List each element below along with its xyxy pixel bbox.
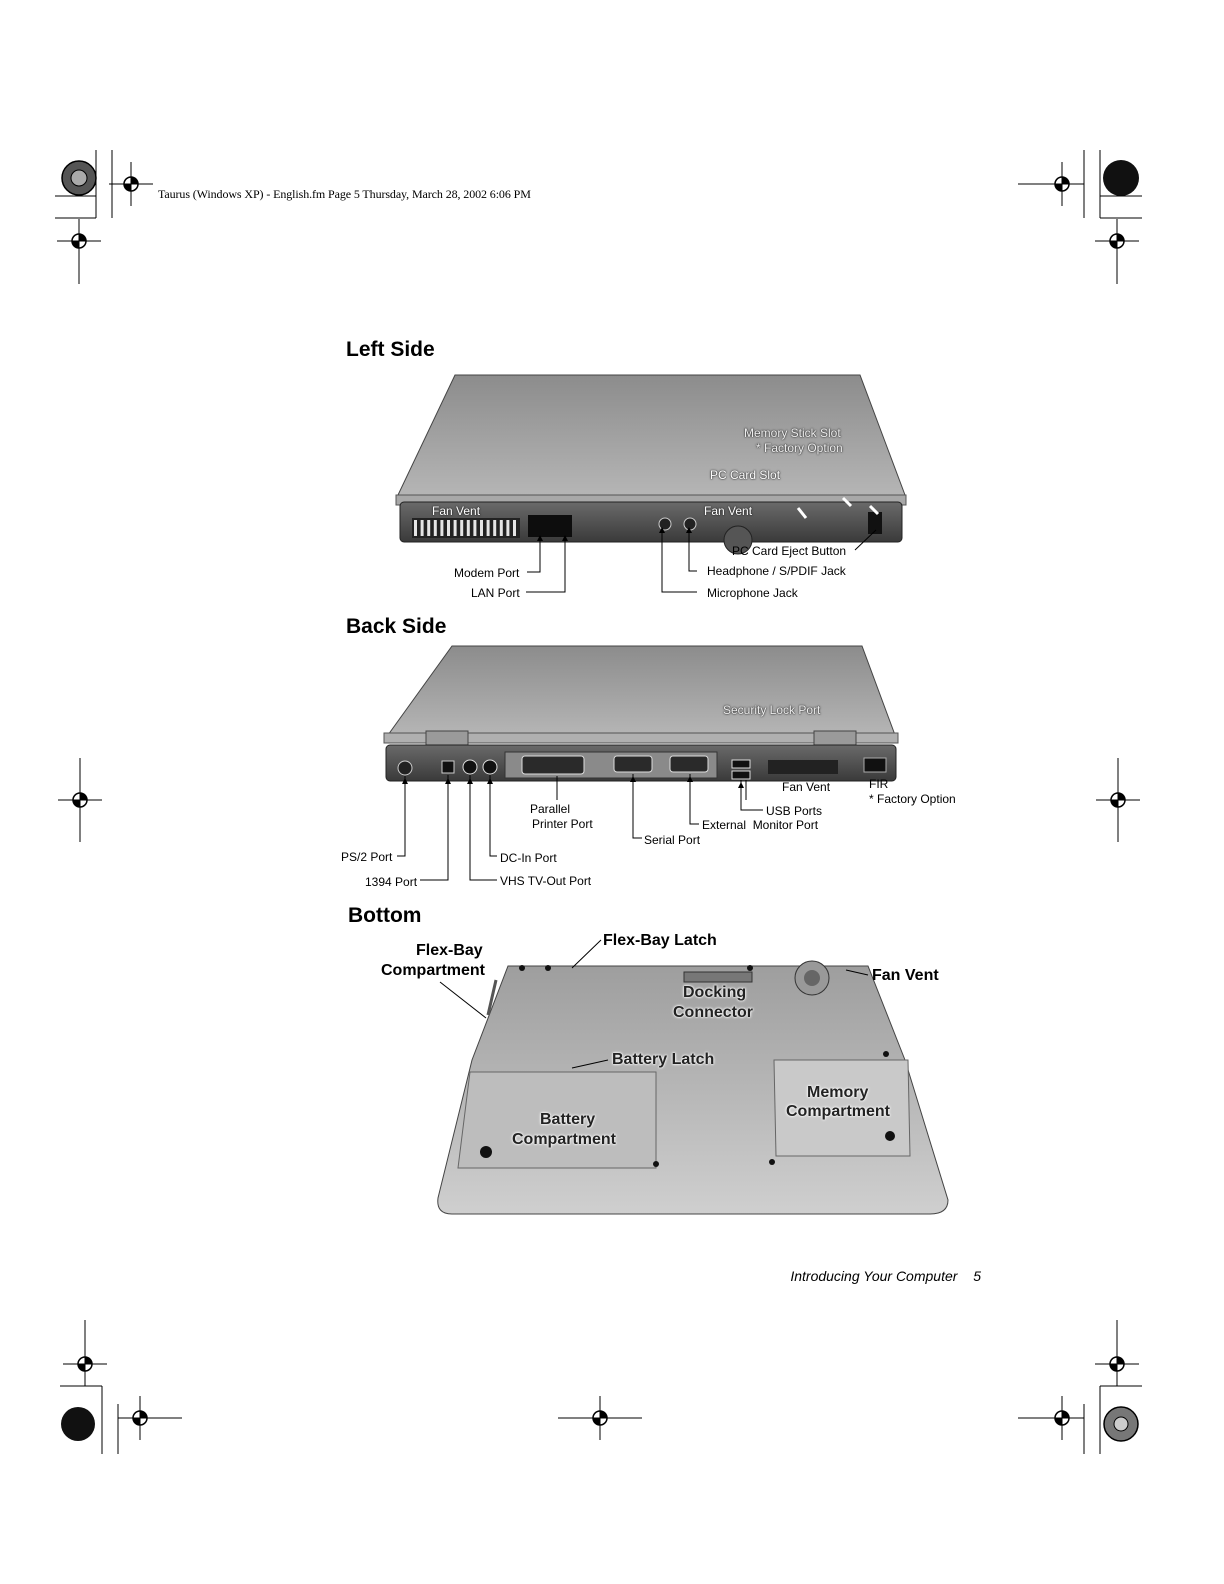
callout-pc-card-eject-button: PC Card Eject Button (732, 544, 847, 558)
label-docking: Docking (683, 984, 747, 1001)
callout-ps2-port: PS/2 Port (341, 850, 393, 864)
page-footer (790, 1268, 981, 1284)
callout-fir-factory-option: * Factory Option (869, 792, 956, 806)
label-fan-vent-left: Fan Vent (432, 504, 481, 518)
callout-dc-in-port: DC-In Port (500, 851, 557, 865)
callout-flex-bay-compartment: Compartment (381, 962, 486, 979)
label-battery-latch: Battery Latch (612, 1051, 715, 1068)
label-battery: Battery (540, 1111, 596, 1128)
label-security-lock-port: Security Lock Port (723, 703, 821, 717)
callout-parallel: Parallel (530, 802, 571, 816)
callout-1394-port: 1394 Port (365, 875, 418, 889)
callout-printer-port: Printer Port (532, 817, 593, 831)
label-pc-card-slot: PC Card Slot (710, 468, 781, 482)
callout-modem-port: Modem Port (454, 566, 520, 580)
callout-bottom-fan-vent: Fan Vent (872, 967, 939, 984)
section-heading-left-side: Left Side (346, 338, 435, 361)
callout-vhs-tv-out-port: VHS TV-Out Port (500, 874, 592, 888)
label-memory-stick-slot: Memory Stick Slot (744, 426, 841, 440)
callout-back-fan-vent: Fan Vent (782, 780, 831, 794)
running-slug: Taurus (Windows XP) - English.fm Page 5 Thursday, March 28, 2002 6:06 PM (158, 187, 531, 201)
callout-headphone-jack: Headphone / S/PDIF Jack (707, 564, 846, 578)
footer-chapter-title: Introducing Your Computer (790, 1268, 958, 1284)
section-heading-back-side: Back Side (346, 615, 447, 638)
callout-flex-bay-latch: Flex-Bay Latch (603, 932, 717, 949)
label-memory-stick-factory-option: * Factory Option (756, 441, 843, 455)
section-heading-bottom: Bottom (348, 904, 422, 927)
footer-page-number: 5 (973, 1268, 981, 1284)
label-fan-vent-right: Fan Vent (704, 504, 753, 518)
callout-serial-port: Serial Port (644, 833, 701, 847)
callout-fir: FIR (869, 777, 889, 791)
callout-microphone-jack: Microphone Jack (707, 586, 798, 600)
callout-external-monitor-port: External Monitor Port (702, 818, 819, 832)
callout-lan-port: LAN Port (471, 586, 520, 600)
label-memory: Memory (807, 1084, 869, 1101)
label-docking-connector: Connector (673, 1004, 753, 1021)
label-memory-compartment: Compartment (786, 1103, 891, 1120)
label-battery-compartment: Compartment (512, 1131, 617, 1148)
callout-flex-bay: Flex-Bay (416, 942, 483, 959)
callout-usb-ports: USB Ports (766, 804, 823, 818)
